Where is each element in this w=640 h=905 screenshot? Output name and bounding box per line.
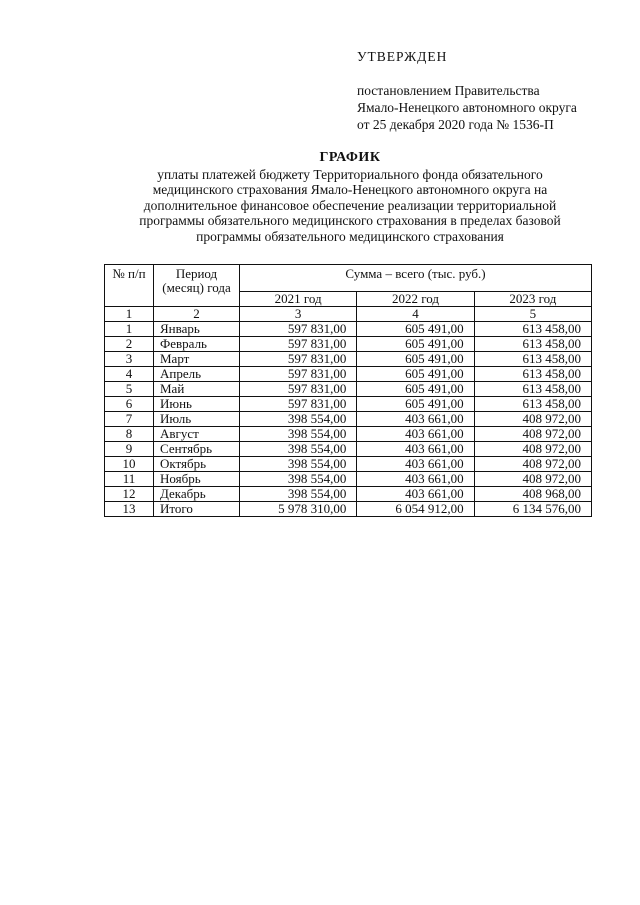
index-cell: 5 (474, 307, 591, 322)
row-value-2021: 398 554,00 (240, 472, 357, 487)
table-row (105, 337, 592, 352)
row-num: 9 (105, 442, 154, 457)
row-month: Ноябрь (154, 472, 240, 487)
index-cell: 2 (154, 307, 240, 322)
table-row (105, 457, 592, 472)
row-num: 5 (105, 382, 154, 397)
row-month: Декабрь (154, 487, 240, 502)
row-value-2023: 613 458,00 (474, 322, 591, 337)
header-year-2021: 2021 год (240, 292, 357, 307)
row-value-2021: 398 554,00 (240, 427, 357, 442)
row-value-2021: 5 978 310,00 (240, 502, 357, 517)
row-num: 10 (105, 457, 154, 472)
row-value-2023: 408 972,00 (474, 427, 591, 442)
header-num: № п/п (105, 265, 154, 307)
row-value-2022: 403 661,00 (357, 427, 474, 442)
row-value-2023: 408 968,00 (474, 487, 591, 502)
approval-line-1: постановлением Правительства (357, 83, 540, 98)
row-value-2021: 597 831,00 (240, 397, 357, 412)
row-num: 8 (105, 427, 154, 442)
row-value-2022: 403 661,00 (357, 412, 474, 427)
row-value-2022: 403 661,00 (357, 457, 474, 472)
row-value-2023: 6 134 576,00 (474, 502, 591, 517)
row-month: Апрель (154, 367, 240, 382)
row-num: 4 (105, 367, 154, 382)
row-value-2021: 597 831,00 (240, 382, 357, 397)
table-row (105, 427, 592, 442)
row-value-2021: 398 554,00 (240, 487, 357, 502)
index-cell: 3 (240, 307, 357, 322)
title-line-4: программы обязательного медицинского страхования в пределах базовой (139, 213, 561, 229)
title-line-5: программы обязательного медицинского страхования (196, 228, 504, 244)
title-line-1: уплаты платежей бюджету Территориального фонда обязательного (157, 166, 543, 182)
row-value-2023: 613 458,00 (474, 352, 591, 367)
row-num: 2 (105, 337, 154, 352)
header-period: Период (месяц) года (154, 265, 240, 307)
row-num: 11 (105, 472, 154, 487)
index-cell: 1 (105, 307, 154, 322)
title-line-3: дополнительное финансовое обеспечение реализации территориальной (143, 197, 557, 213)
table-row (105, 442, 592, 457)
row-month: Февраль (154, 337, 240, 352)
table-row (105, 367, 592, 382)
row-value-2022: 605 491,00 (357, 367, 474, 382)
row-month: Итого (154, 502, 240, 517)
row-value-2021: 398 554,00 (240, 442, 357, 457)
row-month: Август (154, 427, 240, 442)
row-value-2022: 403 661,00 (357, 472, 474, 487)
table-row (105, 472, 592, 487)
row-month: Июнь (154, 397, 240, 412)
title-line-2: медицинского страхования Ямало-Ненецкого автономного округа на (152, 182, 548, 198)
row-value-2022: 605 491,00 (357, 382, 474, 397)
row-value-2022: 605 491,00 (357, 352, 474, 367)
table-row (105, 397, 592, 412)
row-value-2022: 605 491,00 (357, 397, 474, 412)
row-value-2021: 597 831,00 (240, 322, 357, 337)
row-value-2021: 597 831,00 (240, 352, 357, 367)
approved-stamp: УТВЕРЖДЕН (357, 49, 448, 64)
row-value-2023: 408 972,00 (474, 472, 591, 487)
row-value-2021: 597 831,00 (240, 367, 357, 382)
row-num: 12 (105, 487, 154, 502)
row-month: Январь (154, 322, 240, 337)
row-value-2023: 613 458,00 (474, 337, 591, 352)
row-value-2023: 613 458,00 (474, 367, 591, 382)
row-value-2023: 408 972,00 (474, 412, 591, 427)
table-row (105, 382, 592, 397)
row-value-2023: 408 972,00 (474, 457, 591, 472)
row-num: 1 (105, 322, 154, 337)
header-sum: Сумма – всего (тыс. руб.) (240, 265, 592, 292)
table-row (105, 412, 592, 427)
row-month: Сентябрь (154, 442, 240, 457)
row-num: 3 (105, 352, 154, 367)
payment-schedule-table (104, 264, 592, 517)
index-cell: 4 (357, 307, 474, 322)
row-num: 6 (105, 397, 154, 412)
row-value-2022: 403 661,00 (357, 442, 474, 457)
table-row (105, 502, 592, 517)
row-value-2023: 613 458,00 (474, 397, 591, 412)
row-value-2021: 398 554,00 (240, 412, 357, 427)
table-row (105, 322, 592, 337)
header-year-2022: 2022 год (357, 292, 474, 307)
row-value-2022: 605 491,00 (357, 322, 474, 337)
row-value-2023: 613 458,00 (474, 382, 591, 397)
column-index-row (105, 307, 592, 322)
title-heading: ГРАФИК (319, 150, 381, 165)
row-value-2023: 408 972,00 (474, 442, 591, 457)
row-month: Март (154, 352, 240, 367)
row-month: Июль (154, 412, 240, 427)
approval-block (357, 48, 577, 133)
row-value-2022: 6 054 912,00 (357, 502, 474, 517)
row-num: 13 (105, 502, 154, 517)
table-body (105, 322, 592, 517)
approval-line-3: от 25 декабря 2020 года № 1536-П (357, 117, 554, 132)
header-year-2023: 2023 год (474, 292, 591, 307)
table-row (105, 487, 592, 502)
row-num: 7 (105, 412, 154, 427)
row-month: Май (154, 382, 240, 397)
table-row (105, 352, 592, 367)
row-value-2021: 398 554,00 (240, 457, 357, 472)
row-value-2022: 605 491,00 (357, 337, 474, 352)
approval-line-2: Ямало-Ненецкого автономного округа (357, 100, 577, 115)
row-month: Октябрь (154, 457, 240, 472)
document-title (100, 150, 600, 245)
row-value-2022: 403 661,00 (357, 487, 474, 502)
row-value-2021: 597 831,00 (240, 337, 357, 352)
